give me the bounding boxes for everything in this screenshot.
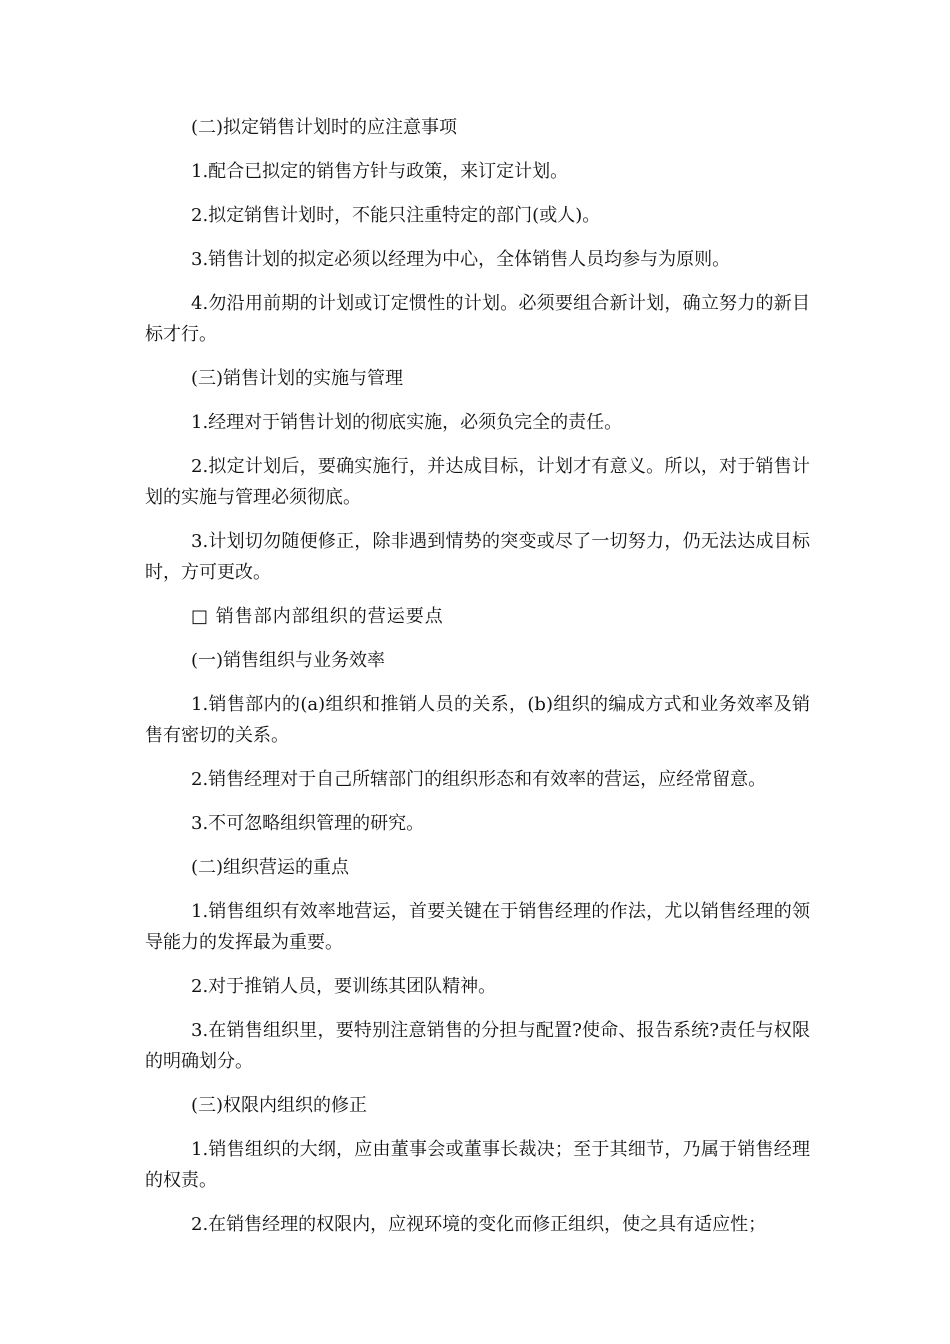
paragraph: 3.计划切勿随便修正，除非遇到情势的突变或尽了一切努力，仍无法达成目标时，方可更改。 bbox=[145, 531, 810, 583]
paragraph: 2.在销售经理的权限内，应视环境的变化而修正组织，使之具有适应性； bbox=[191, 1214, 767, 1235]
paragraph: 3.销售计划的拟定必须以经理为中心，全体销售人员均参与为原则。 bbox=[191, 249, 731, 270]
paragraph: 2.销售经理对于自己所辖部门的组织形态和有效率的营运，应经常留意。 bbox=[191, 769, 767, 790]
paragraph: 1.经理对于销售计划的彻底实施，必须负完全的责任。 bbox=[191, 412, 623, 433]
section-heading: (一)销售组织与业务效率 bbox=[191, 650, 386, 671]
section-heading: (二)拟定销售计划时的应注意事项 bbox=[191, 117, 458, 138]
paragraph: 1.销售组织的大纲，应由董事会或董事长裁决；至于其细节，乃属于销售经理的权责。 bbox=[145, 1139, 810, 1191]
paragraph: 1.销售组织有效率地营运，首要关键在于销售经理的作法，尤以销售经理的领导能力的发挥最为重要。 bbox=[145, 901, 810, 953]
section-heading: (三)权限内组织的修正 bbox=[191, 1095, 368, 1116]
section-heading: (二)组织营运的重点 bbox=[191, 857, 350, 878]
paragraph: 1.销售部内的(a)组织和推销人员的关系，(b)组织的编成方式和业务效率及销售有密切的关系。 bbox=[145, 694, 810, 746]
chapter-heading: □ 销售部内部组织的营运要点 bbox=[191, 606, 444, 627]
paragraph: 2.拟定计划后，要确实施行，并达成目标，计划才有意义。所以，对于销售计划的实施与管理必须彻底。 bbox=[145, 456, 810, 508]
paragraph: 2.拟定销售计划时，不能只注重特定的部门(或人)。 bbox=[191, 205, 601, 226]
document-body bbox=[145, 112, 810, 1253]
paragraph: 2.对于推销人员，要训练其团队精神。 bbox=[191, 976, 497, 997]
paragraph: 4.勿沿用前期的计划或订定惯性的计划。必须要组合新计划，确立努力的新目标才行。 bbox=[145, 293, 810, 345]
paragraph: 3.在销售组织里，要特别注意销售的分担与配置?使命、报告系统?责任与权限的明确划分。 bbox=[145, 1020, 810, 1072]
paragraph: 1.配合已拟定的销售方针与政策，来订定计划。 bbox=[191, 161, 569, 182]
section-heading: (三)销售计划的实施与管理 bbox=[191, 368, 404, 389]
paragraph: 3.不可忽略组织管理的研究。 bbox=[191, 813, 425, 834]
